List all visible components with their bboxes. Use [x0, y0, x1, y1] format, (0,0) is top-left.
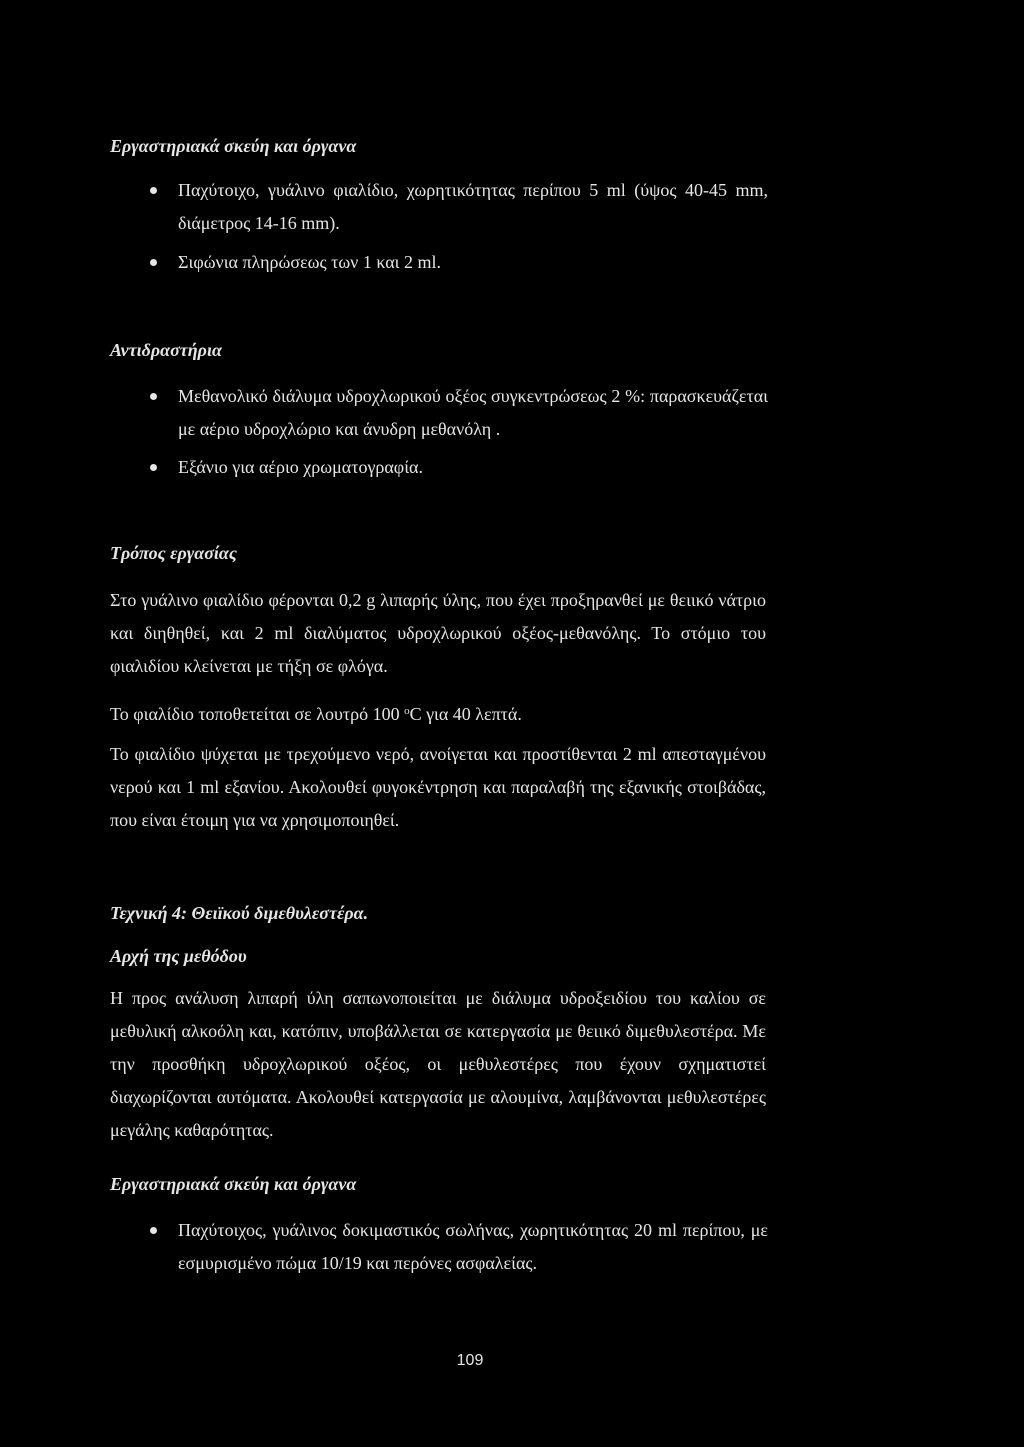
method-principle-heading: Αρχή της μεθόδου	[110, 946, 247, 966]
bullet-text: Παχύτοιχο, γυάλινο φιαλίδιο, χωρητικότητας περίπου 5 ml (ύψος 40-45 mm, διάμετρος 14-16 mm).	[178, 180, 768, 233]
bullet-text: Παχύτοιχος, γυάλινος δοκιμαστικός σωλήνας, χωρητικότητας 20 ml περίπου, με εσμυρισμένο πώμα 10/19 και περόνες ασφαλείας.	[178, 1220, 768, 1273]
bullet-text: Μεθανολικό διάλυμα υδροχλωρικού οξέος συγκεντρώσεως 2 %: παρασκευάζεται με αέριο υδροχλώριο και άνυδρη μεθανόλη .	[178, 386, 768, 439]
bullet-text: Σιφώνια πληρώσεως των 1 και 2 ml.	[178, 252, 442, 272]
text-run: Το φιαλίδιο τοποθετείται σε λουτρό 100	[110, 704, 405, 724]
bullet-icon	[150, 1227, 157, 1234]
bullet-icon	[150, 187, 157, 194]
bullet-icon	[150, 259, 157, 266]
text-run: C για 40 λεπτά.	[409, 704, 522, 724]
section-heading-equipment-2: Εργαστηριακά σκεύη και όργανα	[110, 1174, 357, 1194]
section-heading-reagents: Αντιδραστήρια	[110, 340, 222, 360]
section-heading-equipment: Εργαστηριακά σκεύη και όργανα	[110, 136, 357, 156]
page-number: 109	[456, 1352, 484, 1369]
bullet-icon	[150, 464, 157, 471]
procedure-paragraph: Στο γυάλινο φιαλίδιο φέρονται 0,2 g λιπαρής ύλης, που έχει προξηρανθεί με θειικό νάτριο και διηθηθεί, και 2 ml διαλύματος υδροχλωρικού οξέος-μεθανόλης. Το στόμιο του φιαλιδίου κλείνεται με τήξη σε φλόγα.	[110, 590, 766, 676]
technique-heading: Τεχνική 4: Θειϊκού διμεθυλεστέρα.	[110, 903, 369, 923]
bullet-icon	[150, 393, 157, 400]
bullet-text: Εξάνιο για αέριο χρωματογραφία.	[178, 457, 423, 477]
procedure-paragraph-cooling: Το φιαλίδιο ψύχεται με τρεχούμενο νερό, ανοίγεται και προστίθενται 2 ml απεσταγμένου νερού και 1 ml εξανίου. Ακολουθεί φυγοκέντρηση και παραλαβή της εξανικής στοιβάδας, που είναι έτοιμη για να χρησιμοποιηθεί.	[110, 744, 766, 830]
procedure-paragraph-heating	[110, 699, 522, 726]
section-heading-procedure: Τρόπος εργασίας	[110, 543, 237, 563]
degree-superscript: o	[404, 705, 410, 717]
method-principle-paragraph: Η προς ανάλυση λιπαρή ύλη σαπωνοποιείται με διάλυμα υδροξειδίου του καλίου σε μεθυλική αλκοόλη και, κατόπιν, υποβάλλεται σε κατεργασία με θειικό διμεθυλεστέρα. Με την προσθήκη υδροχλωρικού οξέος, οι μεθυλεστέρες που έχουν σχηματιστεί διαχωρίζονται αυτόματα. Ακολουθεί κατεργασία με αλουμίνα, λαμβάνονται μεθυλεστέρες μεγάλης καθαρότητας.	[110, 988, 766, 1140]
